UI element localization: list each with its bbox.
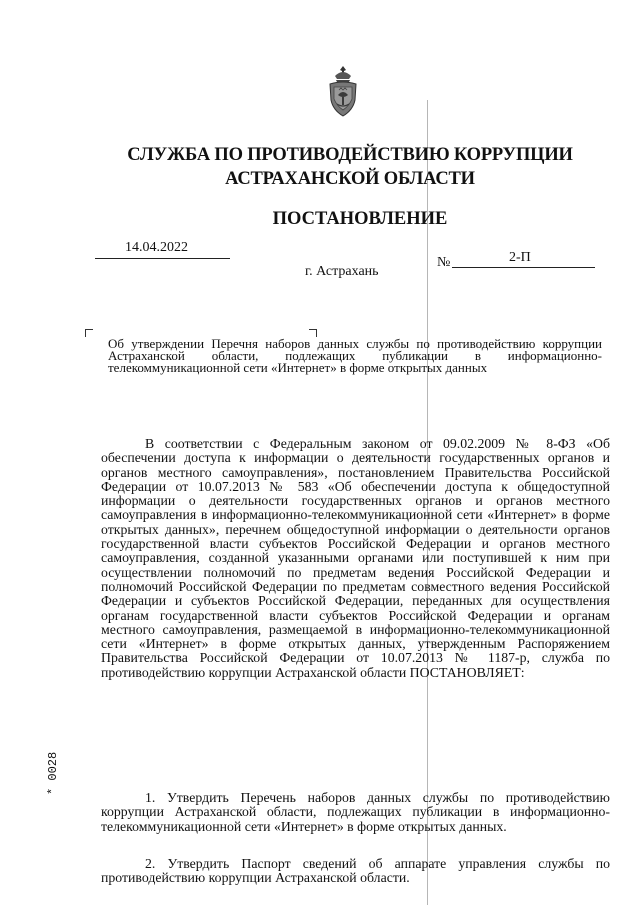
coat-of-arms-icon: [327, 66, 359, 120]
document-date: 14.04.2022: [125, 240, 188, 255]
organization-name-line1: СЛУЖБА ПО ПРОТИВОДЕЙСТВИЮ КОРРУПЦИИ: [127, 145, 573, 165]
document-city: г. Астрахань: [305, 264, 379, 279]
organization-name-line2: АСТРАХАНСКОЙ ОБЛАСТИ: [225, 169, 475, 189]
resolution-item-1: 1. Утвердить Перечень наборов данных службы по противодействию коррупции Астраханской области, подлежащих публикации в информационно-телекоммуникационной сети «Интернет» в форме открытых данных.: [101, 790, 610, 834]
registration-stamp: * 0028: [46, 751, 60, 795]
resolution-item-2: 2. Утвердить Паспорт сведений об аппарате управления службы по противодействию коррупции Астраханской области.: [101, 856, 610, 886]
subject-bracket-left: [85, 329, 93, 337]
document-type-heading: ПОСТАНОВЛЕНИЕ: [272, 209, 448, 229]
document-number: 2-П: [509, 250, 531, 265]
date-underline: [95, 258, 230, 259]
number-sign: №: [437, 255, 451, 270]
number-underline: [452, 267, 595, 268]
preamble-paragraph: В соответствии с Федеральным законом от 09.02.2009 № 8-ФЗ «Об обеспечении доступа к информации о деятельности государственных органов и органов местного самоуправления», постановлением Правительства Российской Федерации от 10.07.2013 № 583 «Об обеспечении доступа к общедоступной информации о деятельности государственных органов и органов местного самоуправления в информационно-телекоммуникационной сети «Интернет» в форме открытых данных», перечнем общедоступной информации о деятельности органов государственной власти субъектов Российской Федерации и органов местного самоуправления, созданной указанными органами или поступившей к ним при осуществлении полномочий по предметам ведения Российской Федерации и полномочий Российской Федерации по предметам совместного ведения Российской Федерации и субъектов Российской Федерации, переданных для осуществления органам государственной власти субъектов Российской Федерации и органам местного самоуправления, размещаемой в информационно-телекоммуникационной сети «Интернет» в форме открытых данных, утвержденным Распоряжением Правительства Российской Федерации от 10.07.2013 № 1187-р, служба по противодействию коррупции Астраханской области ПОСТАНОВЛЯЕТ:: [101, 436, 610, 680]
document-subject: Об утверждении Перечня наборов данных службы по противодействию коррупции Астраханской области, подлежащих публикации в информационно-телекоммуникационной сети «Интернет» в форме открытых данных: [108, 336, 602, 375]
